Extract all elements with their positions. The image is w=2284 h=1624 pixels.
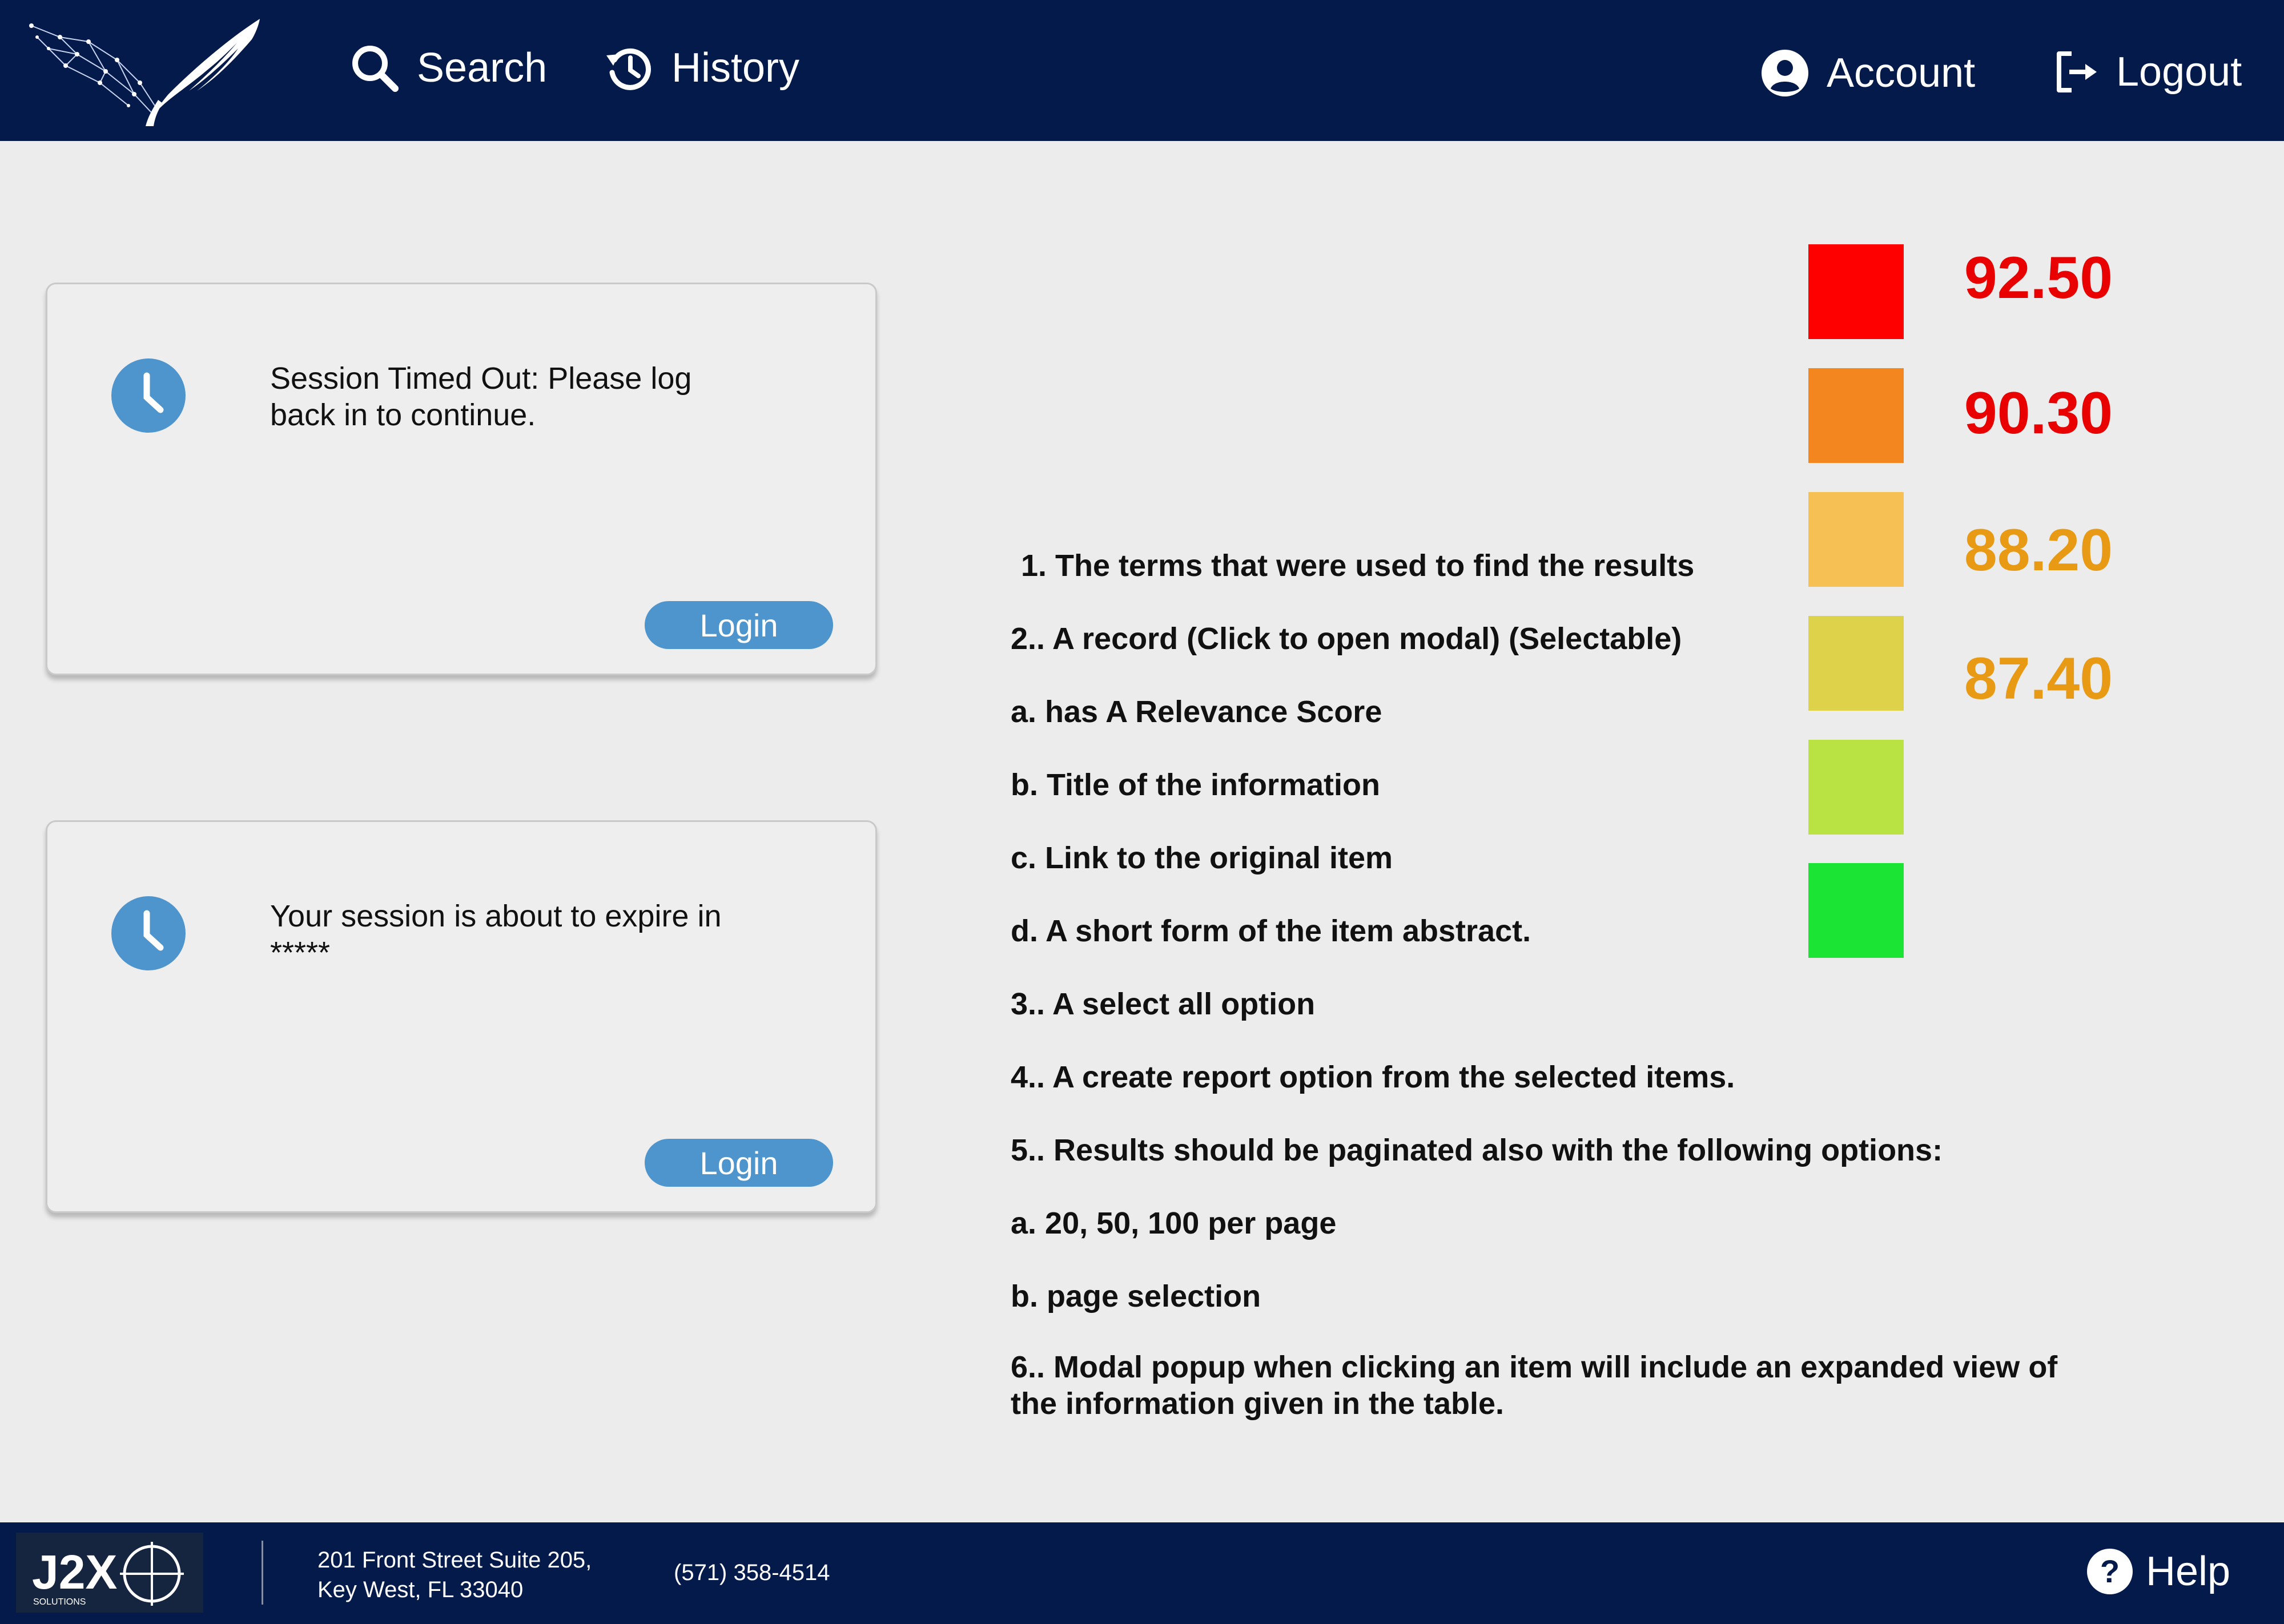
color-swatch: [1808, 863, 1904, 958]
svg-text:?: ?: [2100, 1553, 2120, 1589]
j2x-logo-mark-icon: [16, 1533, 203, 1613]
logo-subtext: SOLUTIONS: [33, 1597, 86, 1607]
help-label: Help: [2146, 1549, 2231, 1594]
nav-search[interactable]: [349, 43, 547, 93]
clock-icon: [111, 896, 186, 970]
dialog-message: Your session is about to expire in *****: [270, 899, 722, 970]
color-swatch: [1808, 740, 1904, 835]
company-address: 201 Front Street Suite 205, Key West, FL 33040: [317, 1548, 592, 1602]
note-line: b. Title of the information: [1011, 768, 1380, 802]
logo-text: J2X: [32, 1545, 118, 1599]
note-line: 3.. A select all option: [1011, 987, 1316, 1021]
nav-history-label: History: [671, 45, 800, 91]
login-button[interactable]: Login: [645, 601, 833, 649]
search-icon: [349, 43, 400, 93]
nav-account-label: Account: [1827, 50, 1976, 96]
note-line: 5.. Results should be paginated also with the following options:: [1011, 1133, 1943, 1167]
help-icon: [2086, 1548, 2133, 1595]
help-button[interactable]: [2086, 1548, 2230, 1595]
logout-icon: [2053, 49, 2099, 95]
note-line: 2.. A record (Click to open modal) (Selectable): [1011, 622, 1682, 656]
note-line: d. A short form of the item abstract.: [1011, 914, 1531, 948]
account-circle-icon: [1760, 49, 1809, 98]
nav-logout[interactable]: [2053, 49, 2242, 95]
nav-account[interactable]: [1760, 49, 1975, 98]
note-line: 4.. A create report option from the selected items.: [1011, 1060, 1735, 1094]
color-swatch: [1808, 492, 1904, 587]
history-icon: [604, 43, 654, 93]
note-line: a. has A Relevance Score: [1011, 695, 1382, 729]
top-nav-bar: [0, 0, 2284, 141]
j2x-logo: [16, 1533, 203, 1613]
relevance-score: 88.20: [1964, 517, 2113, 583]
note-line: c. Link to the original item: [1011, 841, 1393, 875]
dialog-message: Session Timed Out: Please log back in to continue.: [270, 361, 692, 432]
eagle-logo-icon[interactable]: [26, 14, 266, 128]
note-line: 1. The terms that were used to find the results: [1021, 549, 1695, 583]
session-timeout-dialog: [46, 283, 877, 675]
login-button[interactable]: Login: [645, 1139, 833, 1187]
relevance-score: 90.30: [1964, 380, 2113, 446]
clock-icon: [111, 358, 186, 433]
nav-logout-label: Logout: [2116, 49, 2242, 95]
nav-search-label: Search: [417, 45, 548, 91]
color-swatch: [1808, 368, 1904, 463]
note-line: b. page selection: [1011, 1279, 1261, 1313]
session-expiring-dialog: [46, 820, 877, 1213]
relevance-score: 92.50: [1964, 245, 2113, 311]
color-swatch: [1808, 616, 1904, 711]
relevance-score: 87.40: [1964, 646, 2113, 712]
footer-divider: [262, 1541, 263, 1605]
footer-bar: [0, 1522, 2284, 1624]
note-line: 6.. Modal popup when clicking an item will include an expanded view of the information given in the table.: [1011, 1350, 2058, 1421]
nav-history[interactable]: [604, 43, 799, 93]
color-swatch: [1808, 244, 1904, 339]
company-phone: (571) 358-4514: [674, 1560, 830, 1585]
note-line: a. 20, 50, 100 per page: [1011, 1206, 1337, 1240]
